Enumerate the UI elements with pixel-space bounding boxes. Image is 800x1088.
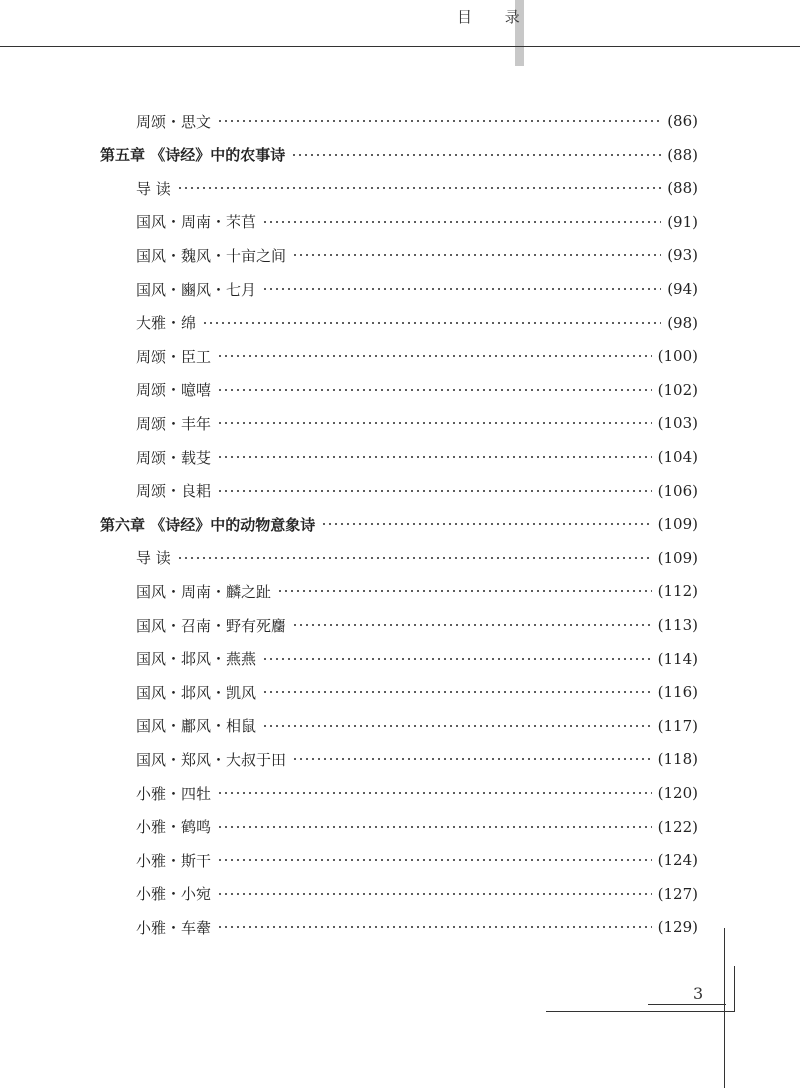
toc-entry-page: (116) (657, 683, 698, 702)
toc-entry-page: (106) (657, 481, 698, 500)
toc-entry-page: (88) (667, 145, 698, 164)
toc-entry (136, 306, 698, 340)
toc-entry (136, 742, 698, 776)
toc-entry-title: 周颂・思文 (136, 112, 212, 131)
page-number: 3 (693, 984, 704, 1003)
toc-entry-title: 小雅・四牡 (136, 784, 212, 803)
toc-entry (136, 272, 698, 306)
dot-leader (177, 557, 652, 559)
toc-entry (136, 574, 698, 608)
toc-entry-page: (118) (657, 750, 698, 769)
toc-entry-title: 国风・周南・芣苢 (136, 213, 257, 232)
page-header-title: 目 录 (457, 8, 534, 26)
toc-entry-page: (117) (657, 716, 698, 735)
toc-entry-title: 周颂・丰年 (136, 414, 212, 433)
toc-entry-title: 国风・郑风・大叔于田 (136, 750, 287, 769)
toc-entry-title: 第六章 《诗经》中的动物意象诗 (100, 515, 316, 534)
toc-entry (136, 440, 698, 474)
toc-entry-page: (114) (657, 649, 698, 668)
dot-leader (262, 691, 652, 693)
toc-entry (136, 910, 698, 944)
toc-entry-title: 小雅・鹤鸣 (136, 818, 212, 837)
dot-leader (277, 590, 652, 592)
dot-leader (217, 355, 652, 357)
toc-entry-title: 导 读 (136, 549, 171, 568)
toc-entry-page: (112) (657, 582, 698, 601)
dot-leader (262, 725, 652, 727)
dot-leader (262, 221, 661, 223)
dot-leader (217, 120, 661, 122)
toc-entry (136, 104, 698, 138)
toc-entry (136, 810, 698, 844)
dot-leader (217, 826, 652, 828)
dot-leader (291, 154, 661, 156)
toc-entry-title: 国风・鄘风・相鼠 (136, 717, 257, 736)
toc-entry-title: 国风・豳风・七月 (136, 280, 257, 299)
footer-rule-vertical (724, 928, 725, 1088)
dot-leader (202, 322, 661, 324)
dot-leader (262, 288, 661, 290)
dot-leader (292, 758, 652, 760)
toc-entry (136, 709, 698, 743)
dot-leader (321, 523, 651, 525)
toc-entry (136, 541, 698, 575)
toc-entry-page: (103) (657, 414, 698, 433)
toc-entry-page: (120) (657, 784, 698, 802)
toc-entry-title: 周颂・良耜 (136, 482, 212, 501)
toc-entry-title: 国风・邶风・凯风 (136, 683, 257, 702)
toc-entry-page: (102) (657, 380, 698, 399)
toc-entry-page: (104) (657, 448, 698, 466)
toc-entry-page: (93) (667, 246, 698, 265)
toc-entry-page: (109) (657, 548, 698, 567)
toc-entry-page: (109) (657, 515, 698, 534)
footer-rule-horizontal-long (546, 1011, 735, 1012)
dot-leader (217, 389, 652, 391)
toc-chapter-entry (100, 138, 698, 172)
toc-entry-title: 周颂・噫嘻 (136, 381, 212, 400)
footer-rule-horizontal (648, 1004, 726, 1005)
toc-entry (136, 843, 698, 877)
toc-entry (136, 877, 698, 911)
toc-entry-title: 周颂・载芟 (136, 448, 212, 467)
toc-entry-title: 国风・周南・麟之趾 (136, 582, 272, 601)
toc-entry (136, 205, 698, 239)
toc-entry-title: 导 读 (136, 179, 171, 198)
toc-entry-page: (129) (657, 918, 698, 937)
dot-leader (217, 422, 652, 424)
toc-entry-page: (98) (667, 313, 698, 332)
toc-entry-title: 小雅・斯干 (136, 851, 212, 870)
toc-entry-page: (94) (667, 280, 698, 298)
toc-entry-page: (86) (667, 112, 698, 130)
toc-entry-title: 小雅・小宛 (136, 885, 212, 904)
toc-entry-page: (127) (657, 884, 698, 903)
toc-entry (136, 373, 698, 407)
toc-entry-title: 国风・魏风・十亩之间 (136, 246, 287, 265)
toc-entry (136, 474, 698, 508)
footer-rule-vertical-short (734, 966, 735, 1012)
dot-leader (262, 658, 652, 660)
dot-leader (217, 456, 652, 458)
toc-entry (136, 675, 698, 709)
toc-entry-page: (124) (657, 851, 698, 870)
toc-chapter-entry (100, 507, 698, 541)
dot-leader (292, 624, 652, 626)
toc-entry-title: 国风・召南・野有死麕 (136, 616, 287, 635)
toc-entry (136, 339, 698, 373)
toc-entry-page: (100) (657, 347, 698, 366)
toc-entry-page: (88) (667, 179, 698, 198)
dot-leader (292, 254, 661, 256)
header-rule (0, 46, 800, 47)
dot-leader (217, 926, 652, 928)
dot-leader (217, 792, 652, 794)
toc-entry-page: (122) (657, 817, 698, 836)
toc-entry-title: 周颂・臣工 (136, 347, 212, 366)
toc-entry-title: 第五章 《诗经》中的农事诗 (100, 146, 286, 165)
dot-leader (177, 187, 661, 189)
toc-entry-title: 国风・邶风・燕燕 (136, 650, 257, 669)
toc-entry (136, 642, 698, 676)
toc-entry (136, 776, 698, 810)
toc-entry-page: (113) (657, 616, 698, 634)
dot-leader (217, 490, 652, 492)
dot-leader (217, 893, 652, 895)
toc-entry (136, 171, 698, 205)
toc-entry (136, 406, 698, 440)
toc-entry (136, 608, 698, 642)
toc-entry-title: 大雅・绵 (136, 314, 197, 333)
dot-leader (217, 859, 652, 861)
toc-entry-page: (91) (667, 212, 698, 231)
toc-entry-title: 小雅・车舝 (136, 918, 212, 937)
toc-entry (136, 238, 698, 272)
